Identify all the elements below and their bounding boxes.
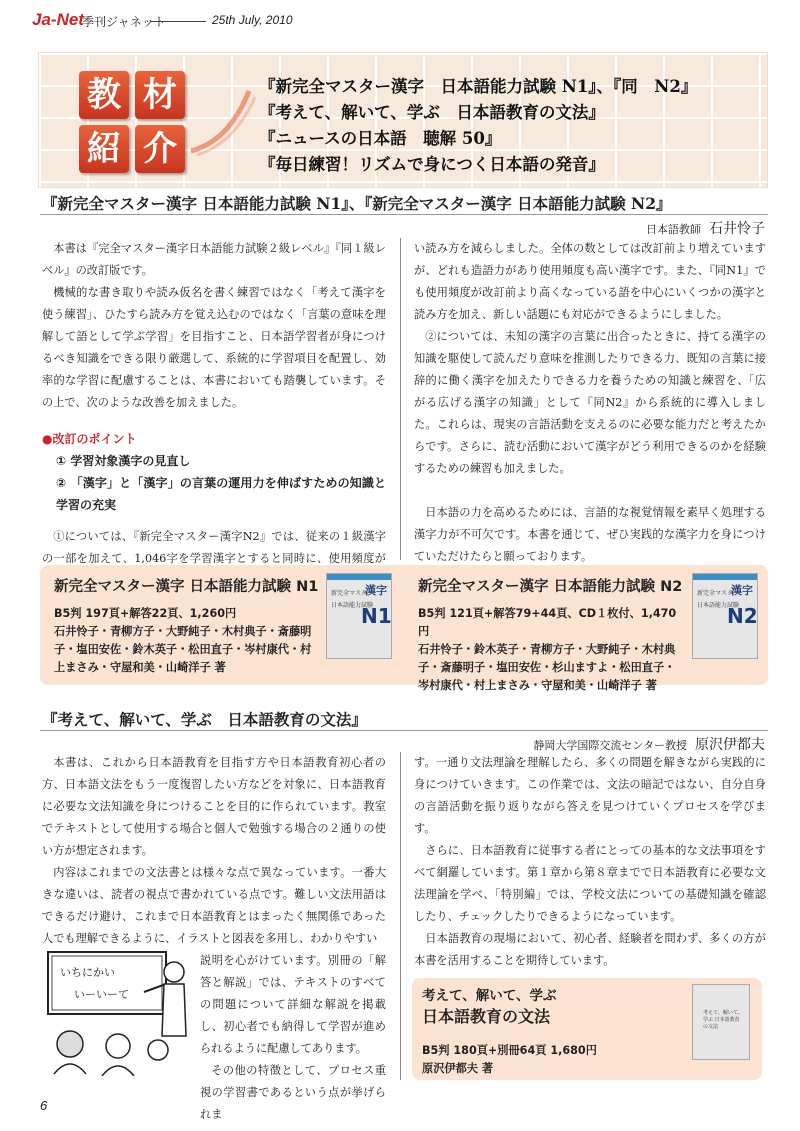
author-name: 原沢伊都夫 bbox=[695, 737, 765, 753]
book-details bbox=[422, 1042, 597, 1078]
cover-level: N2 bbox=[727, 604, 758, 628]
cover-level: N1 bbox=[361, 604, 392, 628]
book-title: 新完全マスター漢字 日本語能力試験 N1 bbox=[54, 579, 319, 595]
paragraph: その他の特徴として、プロセス重視の学習書であるという点が挙げられま bbox=[200, 1064, 386, 1121]
book-specs: B5判 121頁+解答79+44頁、CD１枚付、1,470円 bbox=[418, 607, 677, 638]
column-divider bbox=[400, 752, 401, 1080]
book-info-box bbox=[412, 978, 762, 1080]
section-title: 『新完全マスター漢字 日本語能力試験 N1』、『新完全マスター漢字 日本語能力試験 N2』 bbox=[42, 194, 672, 213]
points-heading: ●改訂のポイント bbox=[42, 432, 137, 446]
book-details bbox=[54, 605, 316, 677]
header-divider bbox=[150, 21, 206, 22]
paragraph: 本書は『完全マスター漢字日本語能力試験２級レベル』『同１級レベル』の改訂版です。 bbox=[42, 242, 386, 277]
banner-tile: 介 bbox=[135, 125, 185, 173]
cover-subtitle: 日本語能力試験 bbox=[697, 602, 740, 609]
point-item: ② 「漢字」と「漢字」の言葉の運用力を伸ばすための知識と学習の充実 bbox=[56, 476, 386, 512]
section-title: 『考えて、解いて、学ぶ 日本語教育の文法』 bbox=[42, 710, 367, 729]
paragraph: ①については、『新完全マスター漢字N2』では、従来の１級漢字の一部を加えて、1,046字を学習漢字とすると同時に、使用頻度が bbox=[42, 530, 386, 565]
publication-date: 25th July, 2010 bbox=[212, 13, 293, 27]
book-authors: 原沢伊都夫 著 bbox=[422, 1062, 494, 1075]
banner-title: 『毎日練習！リズムで身につく日本語の発音』 bbox=[259, 155, 605, 174]
classroom-illustration bbox=[40, 946, 190, 1076]
banner-title: 『新完全マスター漢字 日本語能力試験 N1』、『同 N2』 bbox=[259, 77, 698, 96]
point-item: ① 学習対象漢字の見直し bbox=[56, 454, 191, 468]
book-card bbox=[50, 571, 395, 681]
author-line bbox=[400, 734, 765, 754]
section1-right-column bbox=[414, 238, 766, 568]
svg-text:いーいーて: いーいーて bbox=[74, 988, 129, 1001]
section2-right-column bbox=[414, 752, 766, 972]
cover-kanji: 漢字 bbox=[365, 584, 387, 597]
paragraph: ②については、未知の漢字の言葉に出合ったときに、持てる漢字の知識を駆使して読んだり意味を推測したりできる力、既知の言葉に接辞的に働く漢字を加えたりできる力を養うための知識と練習を、「広がる広げる漢字の知識」として『同N2』から系統的に導入しました。これらは、現実の言語活動を支えるのに必要な能力だと考えたからです。さらに、読む活動において漢字がどう利用できるのかを経験するための練習も加えました。 bbox=[414, 330, 766, 475]
page-number: 6 bbox=[40, 1098, 48, 1113]
book-title: 新完全マスター漢字 日本語能力試験 N2 bbox=[418, 579, 683, 595]
cover-subtitle: 日本語能力試験 bbox=[331, 602, 374, 609]
book-authors: 石井怜子・鈴木英子・青柳方子・大野純子・木村典子・斎藤明子・塩田安佐・杉山ますよ・松田直子・岑村康代・村上まさみ・守屋和美・山崎洋子 著 bbox=[418, 643, 676, 692]
paragraph: さらに、日本語教育に従事する者にとっての基本的な文法事項をすべて網羅しています。第１章から第８章までで日本語教育に必要な文法理論を学べ、「特別編」では、学校文法についての基礎知識を確認したり、チェックしたりできるようになっています。 bbox=[414, 844, 766, 923]
paragraph: 説明を心がけています。別冊の「解答と解説」では、テキストのすべての問題について詳細な解説を掲載し、初心者でも納得して学習が進められるように配慮してあります。 bbox=[200, 954, 386, 1055]
banner-tile: 教 bbox=[79, 71, 129, 119]
banner-title: 『ニュースの日本語 聴解 50』 bbox=[259, 129, 502, 148]
publication-name: 季刊ジャネット bbox=[82, 15, 166, 29]
section1-left-column bbox=[42, 238, 386, 592]
section2-left-column-wrap bbox=[200, 950, 386, 1126]
paragraph: す。一通り文法理論を理解したら、多くの問題を解きながら実践的に身につけていきます。この作業では、文法の暗記ではない、自分自身の言語活動を振り返りながら答えを見つけていくプロセスを学びます。 bbox=[414, 756, 766, 835]
banner-title: 『考えて、解いて、学ぶ 日本語教育の文法』 bbox=[259, 103, 605, 122]
logo: Ja-Net bbox=[32, 10, 84, 29]
paragraph: い読み方を減らしました。全体の数としては改訂前より増えていますが、どれも造語力があり使用頻度も高い漢字です。また、『同N1』でも使用頻度が改訂前より高くなっている語を中心にいくつかの漢字と読み方を加え、新しい話題にも対応ができるようにしました。 bbox=[414, 242, 766, 321]
section-rule bbox=[40, 730, 768, 731]
banner-tile: 紹 bbox=[79, 125, 129, 173]
cover-kanji: 漢字 bbox=[731, 584, 753, 597]
paragraph: 本書は、これから日本語教育を目指す方や日本語教育初心者の方、日本語文法をもう一度復習したい方などを対象に、日本語教育に必要な文法知識を身につけることを目的に作られています。教室でテキストとして使用する場合と個人で勉強する場合の２通りの使い方が想定されます。 bbox=[42, 756, 386, 857]
book-cover bbox=[326, 573, 392, 659]
paragraph: 内容はこれまでの文法書とは様々な点で異なっています。一番大きな違いは、読者の視点で書かれている点です。難しい文法用語はできるだけ避け、これまで日本語教育とはまったく無関係であった人でも理解できるように、イラストと図表を多用し、わかりやすい bbox=[42, 866, 386, 945]
book-cover bbox=[692, 984, 750, 1060]
cover-series: 新完全マスター bbox=[697, 590, 740, 597]
banner-tile: 材 bbox=[135, 71, 185, 119]
book-details bbox=[418, 605, 686, 695]
paragraph: 日本語の力を高めるためには、言語的な視覚情報を素早く処理する漢字力が不可欠です。本書を通じて、ぜひ実践的な漢字力を身につけていただけたらと願っております。 bbox=[414, 506, 766, 563]
section-rule bbox=[40, 214, 768, 215]
board-text: いちにかい bbox=[60, 966, 115, 979]
book-card bbox=[414, 571, 759, 692]
book-authors: 石井怜子・青柳方子・大野純子・木村典子・斎藤明子・塩田安佐・鈴木英子・松田直子・岑村康代・村上まさみ・守屋和美・山崎洋子 著 bbox=[54, 625, 312, 674]
cover-title: 考えて、解いて、学ぶ 日本語教育の文法 bbox=[703, 1010, 743, 1030]
book-title: 日本語教育の文法 bbox=[422, 1007, 551, 1026]
book-title: 考えて、解いて、学ぶ bbox=[422, 988, 557, 1004]
section2-left-column bbox=[42, 752, 386, 950]
author-line bbox=[460, 218, 765, 238]
page-header bbox=[32, 10, 772, 34]
swoosh-decoration bbox=[189, 81, 259, 161]
cover-series: 新完全マスター bbox=[331, 590, 374, 597]
author-name: 石井怜子 bbox=[709, 221, 765, 237]
column-divider bbox=[400, 238, 401, 560]
banner bbox=[38, 52, 768, 188]
book-specs: B5判 197頁+解答22頁、1,260円 bbox=[54, 607, 237, 620]
paragraph: 機械的な書き取りや読み仮名を書く練習ではなく「考えて漢字を使う練習」、ひたすら読み方を覚え込むのではなく「言葉の意味を理解して語として学ぶ学習」を目指すこと、日本語学習者が身につけるべき知識をできる限り厳選して、系統的に学習項目を配置し、効率的な学習に配慮することは、本書においても踏襲しています。その上で、次のような改善を加えました。 bbox=[42, 286, 386, 409]
paragraph: 日本語教育の現場において、初心者、経験者を問わず、多くの方が本書を活用することを期待しています。 bbox=[414, 932, 766, 967]
author-role: 日本語教師 bbox=[646, 223, 701, 236]
book-specs: B5判 180頁+別冊64頁 1,680円 bbox=[422, 1044, 597, 1057]
author-role: 静岡大学国際交流センター教授 bbox=[533, 739, 687, 752]
book-cover bbox=[692, 573, 758, 659]
